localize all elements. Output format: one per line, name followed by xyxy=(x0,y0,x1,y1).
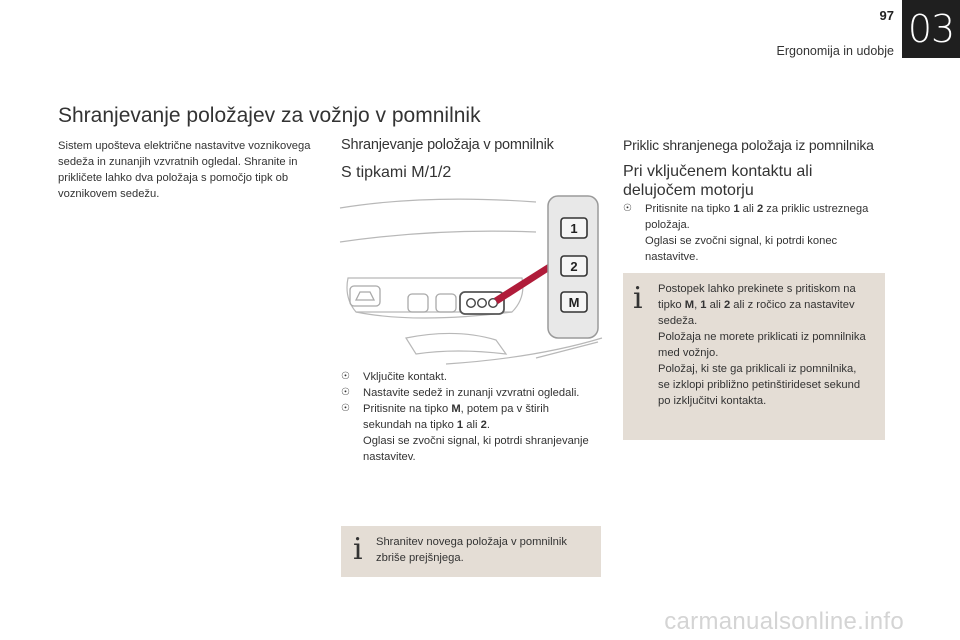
chapter-title: Ergonomija in udobje xyxy=(776,44,894,58)
list-item: ☉ Nastavite sedež in zunanji vzvratni ogledali. xyxy=(341,387,580,399)
list-item: ☉ Vključite kontakt. xyxy=(341,371,447,383)
memory-button-m-label: M xyxy=(568,295,580,310)
memory-buttons-illustration xyxy=(336,188,606,370)
callout-arrow-icon xyxy=(494,262,554,304)
list-item: ☉ Pritisnite na tipko 1 ali 2 za priklic ustreznega položaja. Oglasi se zvočni signal, ki potrdi konec nastavitve. xyxy=(623,203,869,263)
recall-note-box xyxy=(623,273,885,440)
recall-section-subheading: Pri vključenem kontaktu ali delujočem motorju xyxy=(623,163,813,199)
bullet-icon: ☉ xyxy=(341,403,350,414)
memory-button-2-label: 2 xyxy=(570,259,578,274)
store-note-box xyxy=(341,526,601,577)
store-section-subheading: S tipkami M/1/2 xyxy=(341,164,452,181)
chapter-number-badge: 03 xyxy=(902,0,960,58)
store-note-text: Shranitev novega položaja v pomnilnik zbriše prejšnjega. xyxy=(376,536,567,564)
page-title: Shranjevanje položajev za vožnjo v pomnilnik xyxy=(58,104,481,127)
page-number: 97 xyxy=(879,8,894,23)
info-icon: i xyxy=(633,281,643,316)
list-item: ☉ Pritisnite na tipko M, potem pa v štirih sekundah na tipko 1 ali 2. Oglasi se zvočni signal, ki potrdi shranjevanje nastavitev. xyxy=(341,403,589,463)
info-icon: i xyxy=(353,532,363,567)
intro-paragraph: Sistem upošteva električne nastavitve voznikovega sedeža in zunanjih vzvratnih ogledal. Shranite in prikličete lahko dva položaja s pomočjo tipk ob voznikovem sedežu. xyxy=(58,140,311,200)
recall-steps xyxy=(623,201,873,265)
store-section-heading: Shranjevanje položaja v pomnilnik xyxy=(341,137,554,153)
recall-note-text: Postopek lahko prekinete s pritiskom na tipko M, 1 ali 2 ali z ročico za nastavitev sedeža. Položaja ne morete priklicati iz pomnilnika med vožnjo. Položaj, ki ste ga priklicali iz pomnilnika, se izklopi približno petinštirideset sekund po izključitvi kontakta. xyxy=(658,283,866,407)
bullet-icon: ☉ xyxy=(623,203,632,214)
memory-button-1-label: 1 xyxy=(570,221,578,236)
recall-section-heading: Priklic shranjenega položaja iz pomnilnika xyxy=(623,137,874,153)
store-steps xyxy=(341,369,591,465)
bullet-icon: ☉ xyxy=(341,371,350,382)
bullet-icon: ☉ xyxy=(341,387,350,398)
watermark: carmanualsonline.info xyxy=(664,608,904,635)
